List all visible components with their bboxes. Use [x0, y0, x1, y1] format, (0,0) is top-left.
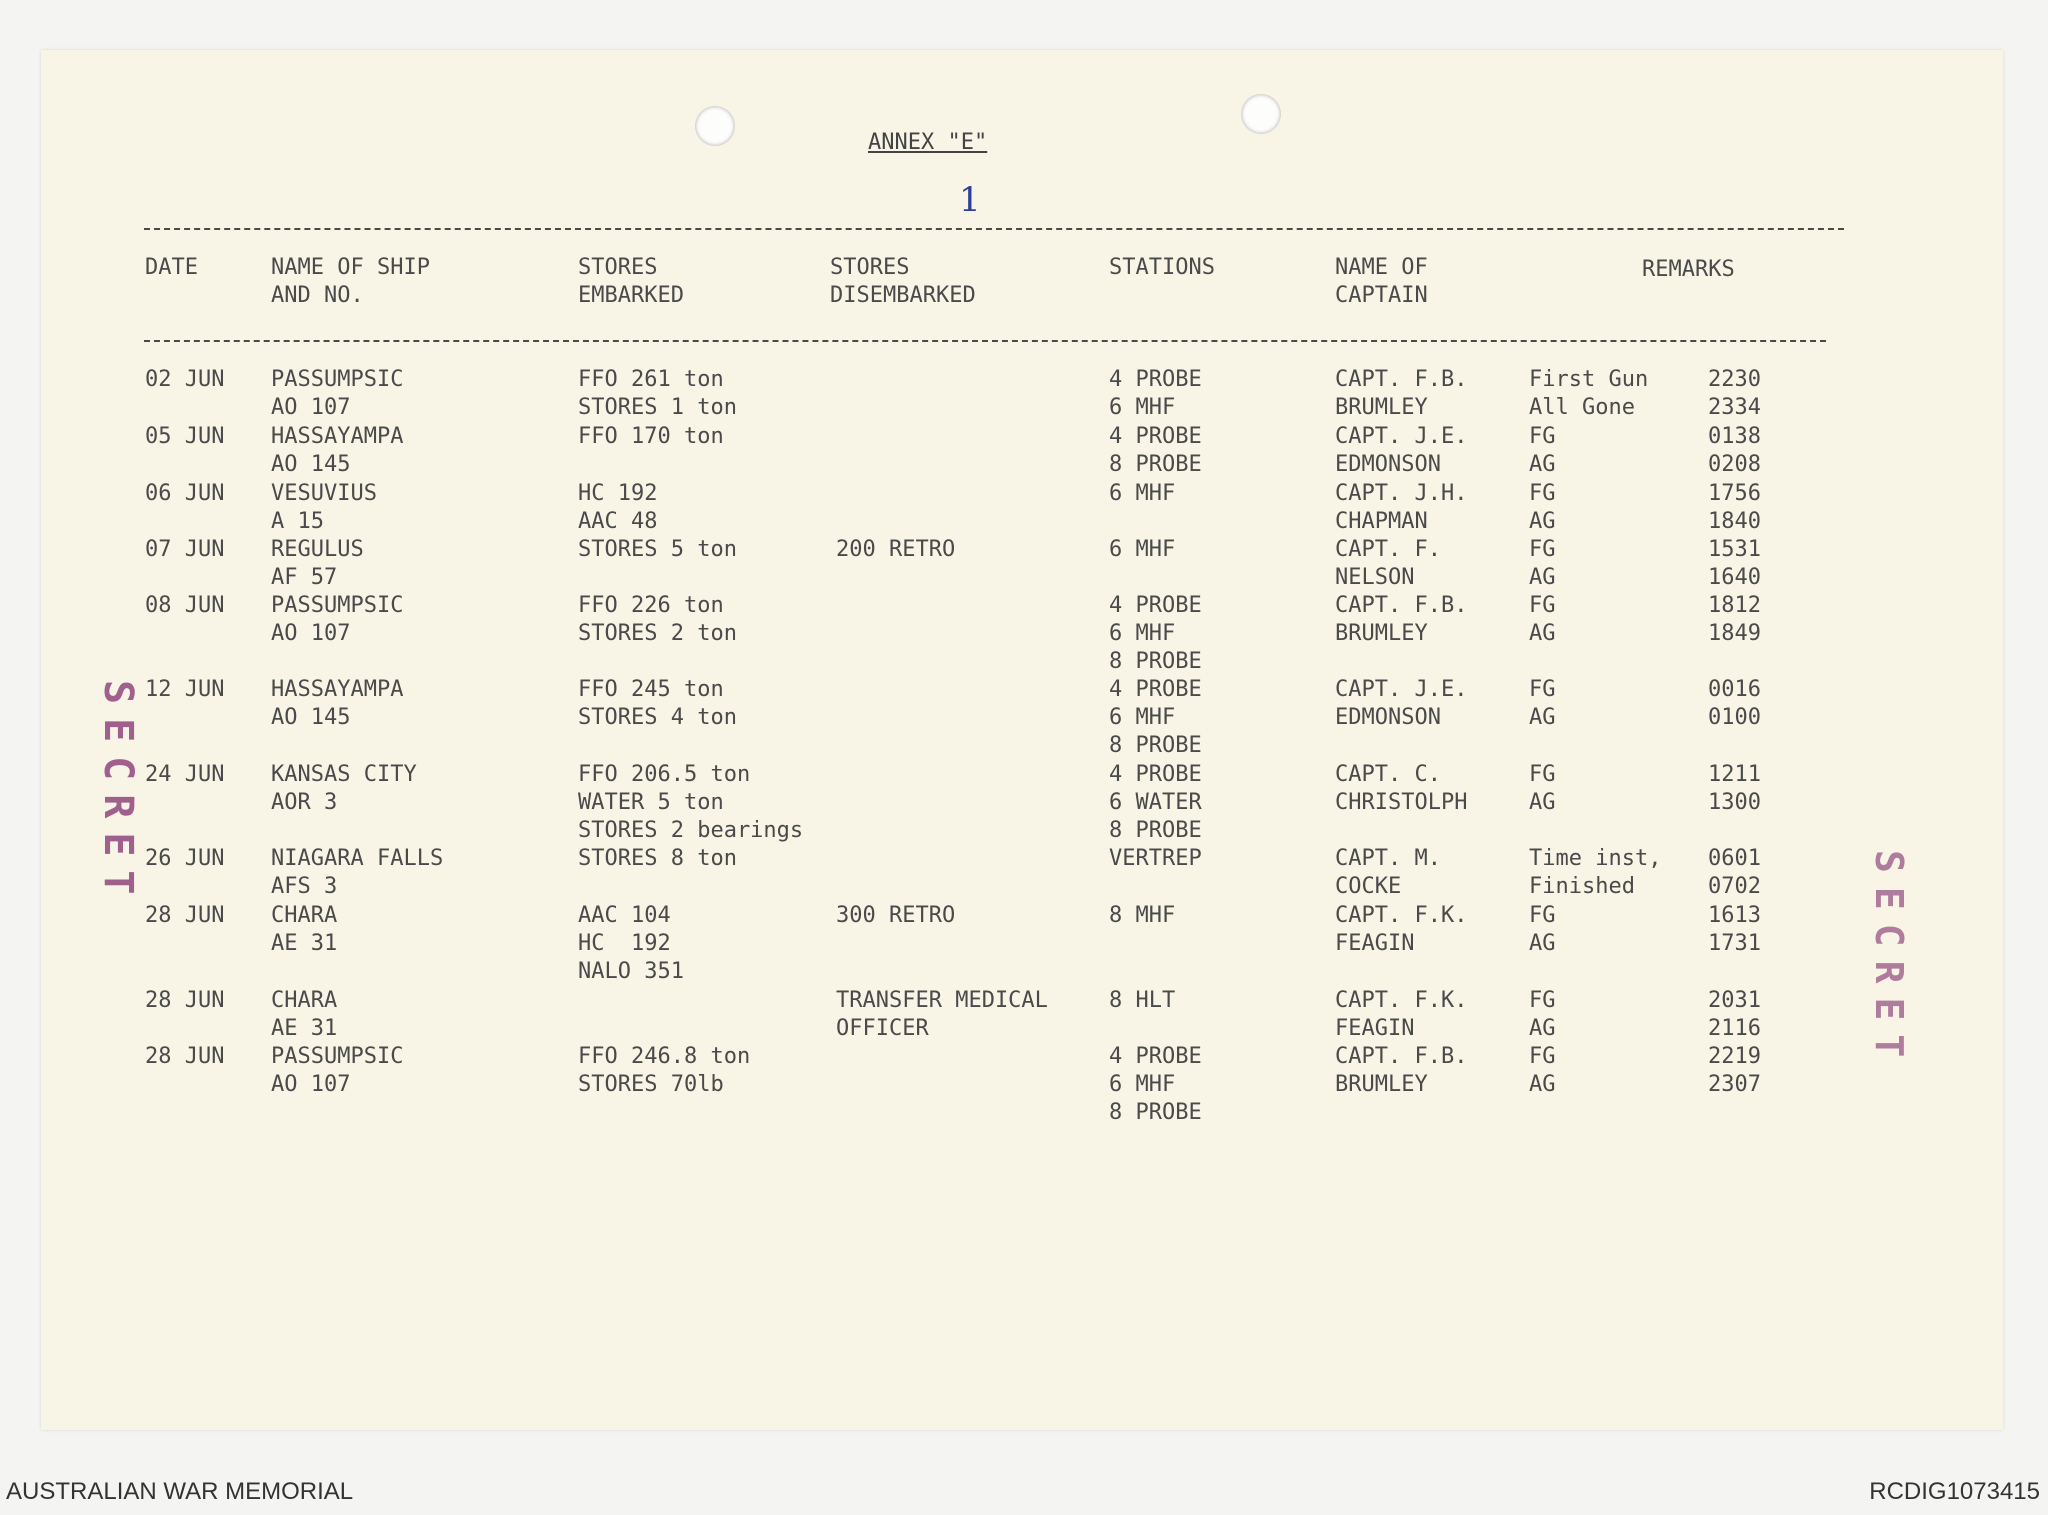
- row-date: 06 JUN: [145, 481, 225, 506]
- row-time: 2230 2334: [1708, 367, 1761, 420]
- row-captain: CAPT. F.B. BRUMLEY: [1335, 1044, 1468, 1097]
- row-captain: CAPT. F.B. BRUMLEY: [1335, 593, 1468, 646]
- header-disembarked: STORES DISEMBARKED: [830, 255, 976, 308]
- footer-id: RCDIG1073415: [1869, 1478, 2040, 1505]
- row-remark: FG AG: [1529, 988, 1556, 1041]
- row-ship-name: CHARA AE 31: [271, 903, 338, 956]
- row-ship-name: REGULUS AF 57: [271, 537, 364, 590]
- row-ship-name: VESUVIUS A 15: [271, 481, 377, 534]
- row-captain: CAPT. J.E. EDMONSON: [1335, 677, 1468, 730]
- row-stores-embarked: FFO 206.5 ton WATER 5 ton STORES 2 bearings: [578, 762, 804, 843]
- row-stores-embarked: FFO 261 ton STORES 1 ton: [578, 367, 737, 420]
- row-stores-disembarked: 300 RETRO: [836, 903, 956, 928]
- punch-hole: [695, 106, 735, 146]
- row-remark: FG AG: [1529, 424, 1556, 477]
- handwritten-mark: 1: [959, 180, 985, 220]
- row-ship-name: NIAGARA FALLS AFS 3: [271, 846, 444, 899]
- row-stores-embarked: FFO 226 ton STORES 2 ton: [578, 593, 737, 646]
- row-time: 1756 1840: [1708, 481, 1761, 534]
- row-ship-name: HASSAYAMPA AO 145: [271, 677, 404, 730]
- row-stores-embarked: FFO 170 ton: [578, 424, 724, 449]
- row-stations: 6 MHF: [1109, 481, 1176, 506]
- row-time: 1531 1640: [1708, 537, 1761, 590]
- row-captain: CAPT. F. NELSON: [1335, 537, 1441, 590]
- row-captain: CAPT. C. CHRISTOLPH: [1335, 762, 1468, 815]
- row-ship-name: CHARA AE 31: [271, 988, 338, 1041]
- row-ship-name: HASSAYAMPA AO 145: [271, 424, 404, 477]
- row-date: 05 JUN: [145, 424, 225, 449]
- row-ship-name: PASSUMPSIC AO 107: [271, 367, 404, 420]
- row-time: 1613 1731: [1708, 903, 1761, 956]
- header-date: DATE: [145, 255, 198, 280]
- row-date: 24 JUN: [145, 762, 225, 787]
- row-captain: CAPT. F.K. FEAGIN: [1335, 903, 1468, 956]
- row-captain: CAPT. M. COCKE: [1335, 846, 1441, 899]
- row-time: 0016 0100: [1708, 677, 1761, 730]
- row-date: 26 JUN: [145, 846, 225, 871]
- row-captain: CAPT. J.E. EDMONSON: [1335, 424, 1468, 477]
- row-stores-embarked: AAC 104 HC 192 NALO 351: [578, 903, 684, 984]
- row-captain: CAPT. F.K. FEAGIN: [1335, 988, 1468, 1041]
- row-time: 1211 1300: [1708, 762, 1761, 815]
- row-remark: FG AG: [1529, 903, 1556, 956]
- row-remark: FG AG: [1529, 677, 1556, 730]
- row-stations: 4 PROBE 6 MHF: [1109, 367, 1202, 420]
- row-stores-embarked: HC 192 AAC 48: [578, 481, 658, 534]
- row-stations: 8 MHF: [1109, 903, 1176, 928]
- row-remark: FG AG: [1529, 762, 1556, 815]
- document-sheet: [41, 50, 2003, 1430]
- row-stations: 4 PROBE 6 MHF 8 PROBE: [1109, 1044, 1202, 1125]
- row-captain: CAPT. F.B. BRUMLEY: [1335, 367, 1468, 420]
- row-remark: FG AG: [1529, 481, 1556, 534]
- row-ship-name: KANSAS CITY AOR 3: [271, 762, 417, 815]
- row-time: 2219 2307: [1708, 1044, 1761, 1097]
- header-remarks: REMARKS: [1642, 257, 1735, 282]
- row-stores-embarked: STORES 8 ton: [578, 846, 737, 871]
- row-date: 12 JUN: [145, 677, 225, 702]
- row-date: 07 JUN: [145, 537, 225, 562]
- row-date: 28 JUN: [145, 903, 225, 928]
- row-stations: 4 PROBE 8 PROBE: [1109, 424, 1202, 477]
- row-remark: FG AG: [1529, 593, 1556, 646]
- secret-stamp: SECRET: [95, 680, 141, 909]
- row-stores-embarked: FFO 246.8 ton STORES 70lb: [578, 1044, 751, 1097]
- header-bottom-rule: [144, 340, 1826, 342]
- row-ship-name: PASSUMPSIC AO 107: [271, 1044, 404, 1097]
- row-date: 02 JUN: [145, 367, 225, 392]
- row-remark: FG AG: [1529, 537, 1556, 590]
- row-stations: 4 PROBE 6 MHF 8 PROBE: [1109, 593, 1202, 674]
- row-ship-name: PASSUMPSIC AO 107: [271, 593, 404, 646]
- row-remark: Time inst, Finished: [1529, 846, 1662, 899]
- row-stores-disembarked: 200 RETRO: [836, 537, 956, 562]
- header-captain: NAME OF CAPTAIN: [1335, 255, 1428, 308]
- header-top-rule: [144, 228, 1844, 230]
- row-stations: VERTREP: [1109, 846, 1202, 871]
- punch-hole: [1241, 94, 1281, 134]
- footer-archive: AUSTRALIAN WAR MEMORIAL: [6, 1478, 354, 1505]
- header-embarked: STORES EMBARKED: [578, 255, 684, 308]
- row-stations: 6 MHF: [1109, 537, 1176, 562]
- row-date: 08 JUN: [145, 593, 225, 618]
- secret-stamp: SECRET: [1867, 850, 1911, 1072]
- row-stores-embarked: STORES 5 ton: [578, 537, 737, 562]
- row-time: 0601 0702: [1708, 846, 1761, 899]
- row-stores-disembarked: TRANSFER MEDICAL OFFICER: [836, 988, 1048, 1041]
- row-captain: CAPT. J.H. CHAPMAN: [1335, 481, 1468, 534]
- row-remark: FG AG: [1529, 1044, 1556, 1097]
- row-time: 2031 2116: [1708, 988, 1761, 1041]
- row-stations: 4 PROBE 6 WATER 8 PROBE: [1109, 762, 1202, 843]
- row-date: 28 JUN: [145, 988, 225, 1013]
- row-date: 28 JUN: [145, 1044, 225, 1069]
- annex-title: ANNEX "E": [868, 130, 988, 155]
- row-time: 0138 0208: [1708, 424, 1761, 477]
- row-time: 1812 1849: [1708, 593, 1761, 646]
- row-stations: 4 PROBE 6 MHF 8 PROBE: [1109, 677, 1202, 758]
- header-ship: NAME OF SHIP AND NO.: [271, 255, 430, 308]
- row-remark: First Gun All Gone: [1529, 367, 1649, 420]
- header-stations: STATIONS: [1109, 255, 1215, 280]
- row-stores-embarked: FFO 245 ton STORES 4 ton: [578, 677, 737, 730]
- row-stations: 8 HLT: [1109, 988, 1176, 1013]
